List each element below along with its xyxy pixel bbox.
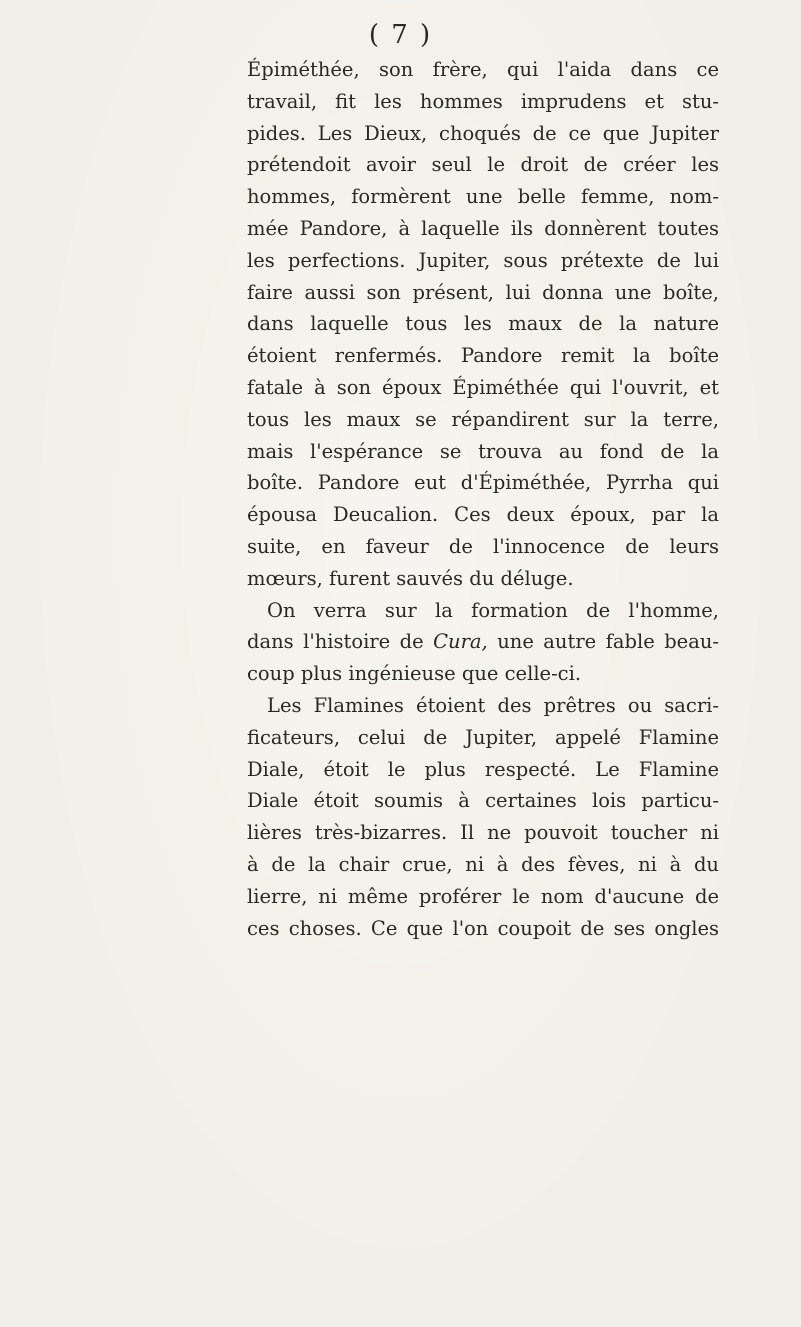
text-line: les perfections. Jupiter, sous prétexte de lui — [247, 248, 719, 272]
paragraph-3-line: lières très-bizarres. Il ne pouvoit toucher ni — [247, 821, 719, 845]
text-line: épousa Deucalion. Ces deux époux, par la — [247, 503, 719, 527]
paragraph-3-line: Diale étoit soumis à certaines lois particu- — [247, 789, 719, 813]
text-line: Épiméthée, son frère, qui l'aida dans ce — [247, 58, 719, 81]
italic-title: Cura, — [433, 630, 488, 654]
paragraph-2-line: coup plus ingénieuse que celle-ci. — [247, 662, 582, 686]
text-line: faire aussi son présent, lui donna une boîte, — [247, 280, 719, 304]
text-line: dans laquelle tous les maux de la nature — [247, 312, 719, 336]
paragraph-3-line: Diale, étoit le plus respecté. Le Flamine — [247, 757, 719, 781]
text-line: suite, en faveur de l'innocence de leurs — [247, 534, 719, 558]
paragraph-3-line: lierre, ni même proférer le nom d'aucune de — [247, 884, 719, 908]
text-line: tous les maux se répandirent sur la terre, — [247, 407, 719, 431]
paragraph-3-line: ficateurs, celui de Jupiter, appelé Flamine — [247, 725, 719, 749]
text-line: mœurs, furent sauvés du déluge. — [247, 566, 574, 590]
text-line: étoient renfermés. Pandore remit la boîte — [247, 344, 719, 368]
text-line: hommes, formèrent une belle femme, nom- — [247, 185, 719, 209]
paragraph-3-line: ces choses. Ce que l'on coupoit de ses ongles — [247, 916, 719, 940]
page-body — [247, 54, 719, 944]
text-line: travail, fit les hommes imprudens et stu- — [247, 89, 719, 113]
paragraph-2-line — [247, 626, 719, 658]
text-line: fatale à son époux Épiméthée qui l'ouvrit, et — [247, 375, 719, 399]
text-line: mais l'espérance se trouva au fond de la — [247, 439, 719, 463]
paragraph-2-line: On verra sur la formation de l'homme, — [267, 598, 719, 622]
page-number: ( 7 ) — [368, 20, 433, 50]
text-fragment: une autre fable beau- — [487, 630, 719, 654]
paragraph-3-line: Les Flamines étoient des prêtres ou sacri- — [267, 693, 719, 717]
text-fragment: dans l'histoire de — [247, 630, 434, 654]
text-line: boîte. Pandore eut d'Épiméthée, Pyrrha qui — [247, 471, 719, 495]
text-line: mée Pandore, à laquelle ils donnèrent toutes — [247, 216, 719, 240]
text-line: pides. Les Dieux, choqués de ce que Jupiter — [247, 121, 719, 145]
text-line: prétendoit avoir seul le droit de créer les — [247, 153, 719, 177]
paragraph-3-line: à de la chair crue, ni à des fèves, ni à du — [247, 852, 719, 876]
